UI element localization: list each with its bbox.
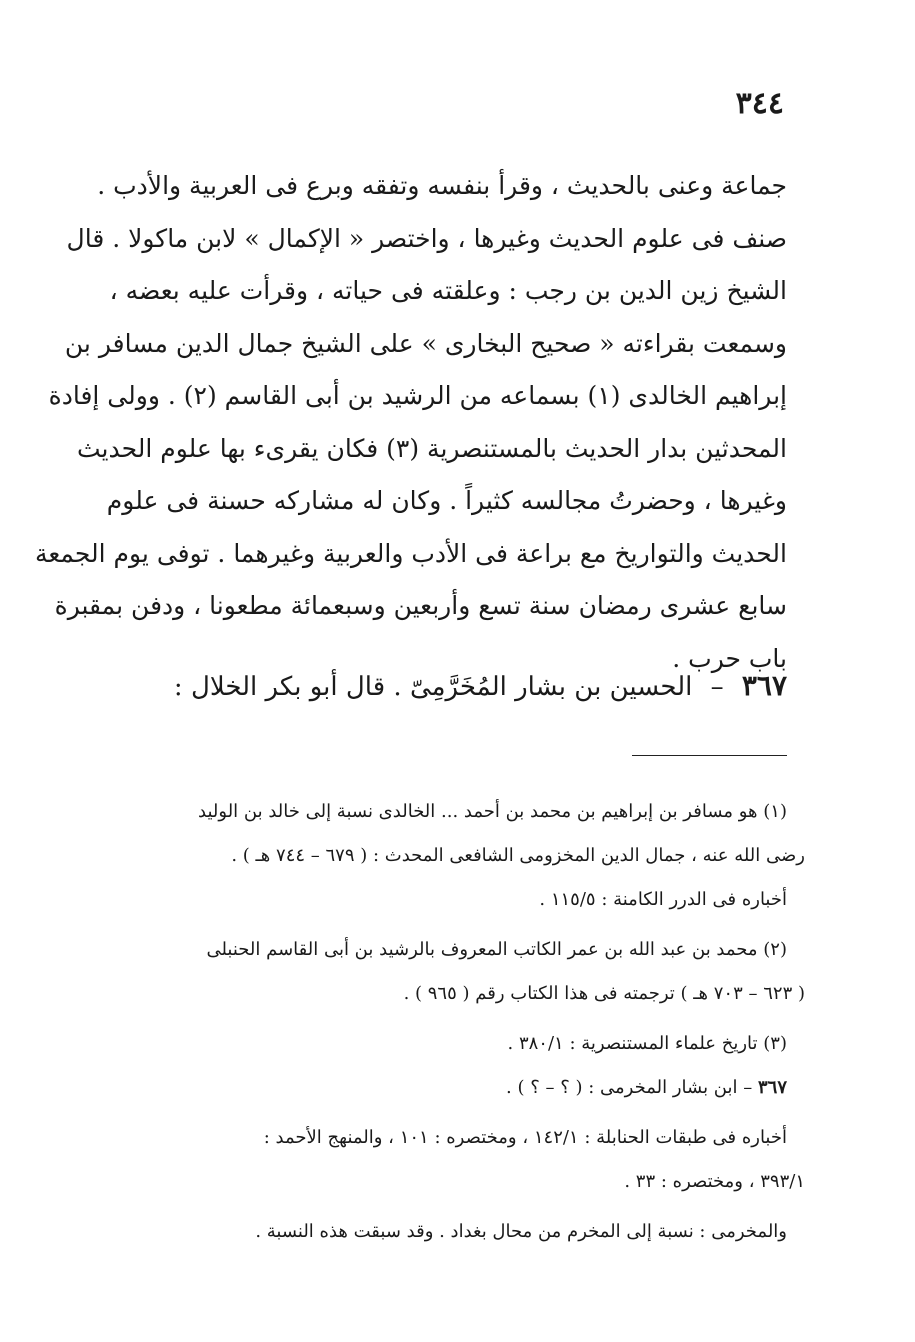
text-line: المحدثين بدار الحديث بالمستنصرية (٣) فكان يقرىء بها علوم الحديث: [76, 433, 787, 463]
page-number: ٣٤٤: [735, 86, 784, 121]
text-line: جماعة وعنى بالحديث ، وقرأ بنفسه وتفقه وبرع فى العربية والأدب .: [97, 171, 787, 200]
footnote-2-line: (٢) محمد بن عبد الله بن عمر الكاتب المعروف بالرشيد بن أبى القاسم الحنبلى: [206, 939, 787, 960]
entry-dash: –: [710, 672, 724, 702]
entry-number: ٣٦٧: [741, 669, 787, 702]
entry-text: الحسين بن بشار المُخَرَّمِىّ . قال أبو بكر الخلال :: [173, 672, 693, 702]
text-line: وغيرها ، وحضرتُ مجالسه كثيراً . وكان له مشاركه حسنة فى علوم: [106, 486, 787, 515]
footnote-1-line: (١) هو مسافر بن إبراهيم بن محمد بن أحمد ... الخالدى نسبة إلى خالد بن الوليد: [198, 801, 787, 822]
text-line: إبراهيم الخالدى (١) بسماعه من الرشيد بن أبى القاسم (٢) . وولى إفادة: [48, 381, 787, 410]
text-line: الحديث والتواريخ مع براعة فى الأدب والعربية وغيرهما . توفى يوم الجمعة: [34, 538, 787, 568]
footnote-367-line: [105, 1066, 805, 1110]
footnote-367-text: – ابن بشار المخرمى : ( ؟ – ؟ ) .: [506, 1077, 753, 1098]
main-text: [34, 160, 787, 685]
text-line: سابع عشرى رمضان سنة تسع وأربعين وسبعمائة مطعونا ، ودفن بمقبرة: [54, 591, 787, 620]
text-line: وسمعت بقراءته « صحيح البخارى » على الشيخ جمال الدين مسافر بن: [64, 328, 787, 358]
entry-heading: [105, 662, 787, 711]
footnote-367-line: والمخرمى : نسبة إلى المخرم من محال بغداد . وقد سبقت هذه النسبة .: [255, 1221, 787, 1242]
text-line: باب حرب .: [672, 643, 787, 673]
footnote-367-line: ٣٩٣/١ ، ومختصره : ٣٣ .: [624, 1171, 805, 1192]
text-line: الشيخ زين الدين بن رجب : وعلقته فى حياته ، وقرأت عليه بعضه ،: [109, 276, 787, 305]
footnote-2-line: ( ٦٢٣ – ٧٠٣ هـ ) ترجمته فى هذا الكتاب رقم ( ٩٦٥ ) .: [403, 983, 805, 1004]
footnote-367-line: أخباره فى طبقات الحنابلة : ١٤٢/١ ، ومختصره : ١٠١ ، والمنهج الأحمد :: [263, 1127, 787, 1148]
footnote-367-number: ٣٦٧: [757, 1077, 787, 1098]
footnote-1-line: أخباره فى الدرر الكامنة : ١١٥/٥ .: [539, 889, 787, 910]
footnotes: [105, 790, 805, 1254]
footnote-1-line: رضى الله عنه ، جمال الدين المخزومى الشافعى المحدث : ( ٦٧٩ – ٧٤٤ هـ ) .: [231, 845, 805, 866]
text-line: صنف فى علوم الحديث وغيرها ، واختصر « الإكمال » لابن ماكولا . قال: [66, 223, 787, 253]
footnote-divider: [632, 755, 787, 756]
footnote-3-line: (٣) تاريخ علماء المستنصرية : ٣٨٠/١ .: [507, 1033, 787, 1054]
